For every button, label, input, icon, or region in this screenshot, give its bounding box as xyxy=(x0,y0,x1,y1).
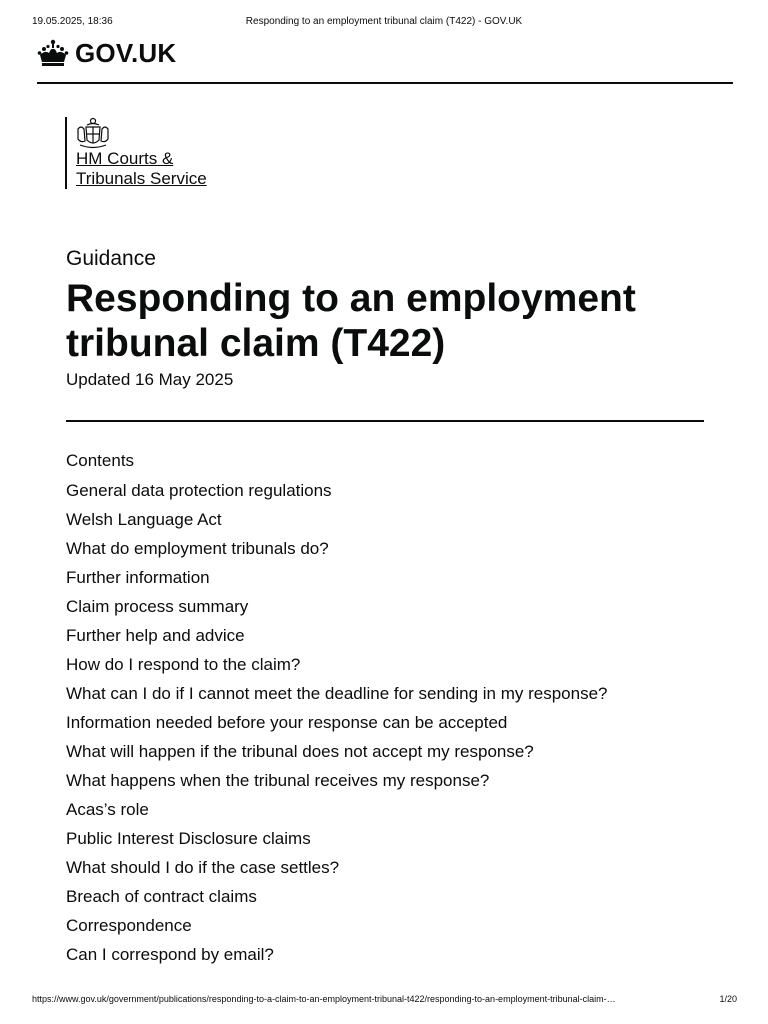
govuk-header xyxy=(37,38,733,84)
contents-link[interactable]: Further help and advice xyxy=(66,626,245,645)
contents-link[interactable]: Public Interest Disclosure claims xyxy=(66,829,311,848)
contents-link[interactable]: Further information xyxy=(66,568,210,587)
crown-icon xyxy=(37,39,69,69)
contents-list xyxy=(66,479,608,972)
organisation-name-line2: Tribunals Service xyxy=(76,169,207,188)
govuk-logo-text: GOV.UK xyxy=(75,38,177,68)
section-divider xyxy=(66,420,704,422)
contents-link[interactable]: What will happen if the tribunal does not accept my response? xyxy=(66,742,534,761)
print-timestamp: 19.05.2025, 18:36 xyxy=(32,16,113,27)
contents-link[interactable]: General data protection regulations xyxy=(66,481,332,500)
organisation-name-line1: HM Courts & xyxy=(76,149,174,168)
organisation-logo[interactable] xyxy=(65,117,207,189)
contents-link[interactable]: Information needed before your response can be accepted xyxy=(66,713,508,732)
print-header xyxy=(0,16,768,30)
contents-link[interactable]: Acas’s role xyxy=(66,800,149,819)
print-page-title: Responding to an employment tribunal claim (T422) - GOV.UK xyxy=(245,16,523,27)
contents-link[interactable]: How do I respond to the claim? xyxy=(66,655,301,674)
print-page-url: https://www.gov.uk/government/publications/responding-to-a-claim-to-an-employment-tribunal-t422/responding-to-an-employment-tribunal-claim-… xyxy=(32,994,616,1004)
contents-link[interactable]: What should I do if the case settles? xyxy=(66,858,340,877)
govuk-logo-link[interactable] xyxy=(37,38,176,69)
contents-link[interactable]: Claim process summary xyxy=(66,597,249,616)
contents-link[interactable]: Welsh Language Act xyxy=(66,510,222,529)
organisation-name-link[interactable] xyxy=(76,149,207,189)
document-type: Guidance xyxy=(66,247,156,270)
contents-heading: Contents xyxy=(66,451,135,470)
contents-link[interactable]: What can I do if I cannot meet the deadline for sending in my response? xyxy=(66,684,608,703)
print-page-number: 1/20 xyxy=(719,994,737,1004)
print-footer xyxy=(0,994,768,1008)
page-title: Responding to an employment tribunal claim (T422) xyxy=(66,277,636,365)
royal-coat-of-arms-icon xyxy=(74,117,112,149)
contents-link[interactable]: Breach of contract claims xyxy=(66,887,257,906)
updated-date: Updated 16 May 2025 xyxy=(66,370,234,389)
contents-link[interactable]: What happens when the tribunal receives my response? xyxy=(66,771,490,790)
contents-link[interactable]: Correspondence xyxy=(66,916,192,935)
contents-link[interactable]: Can I correspond by email? xyxy=(66,945,274,964)
contents-link[interactable]: What do employment tribunals do? xyxy=(66,539,329,558)
